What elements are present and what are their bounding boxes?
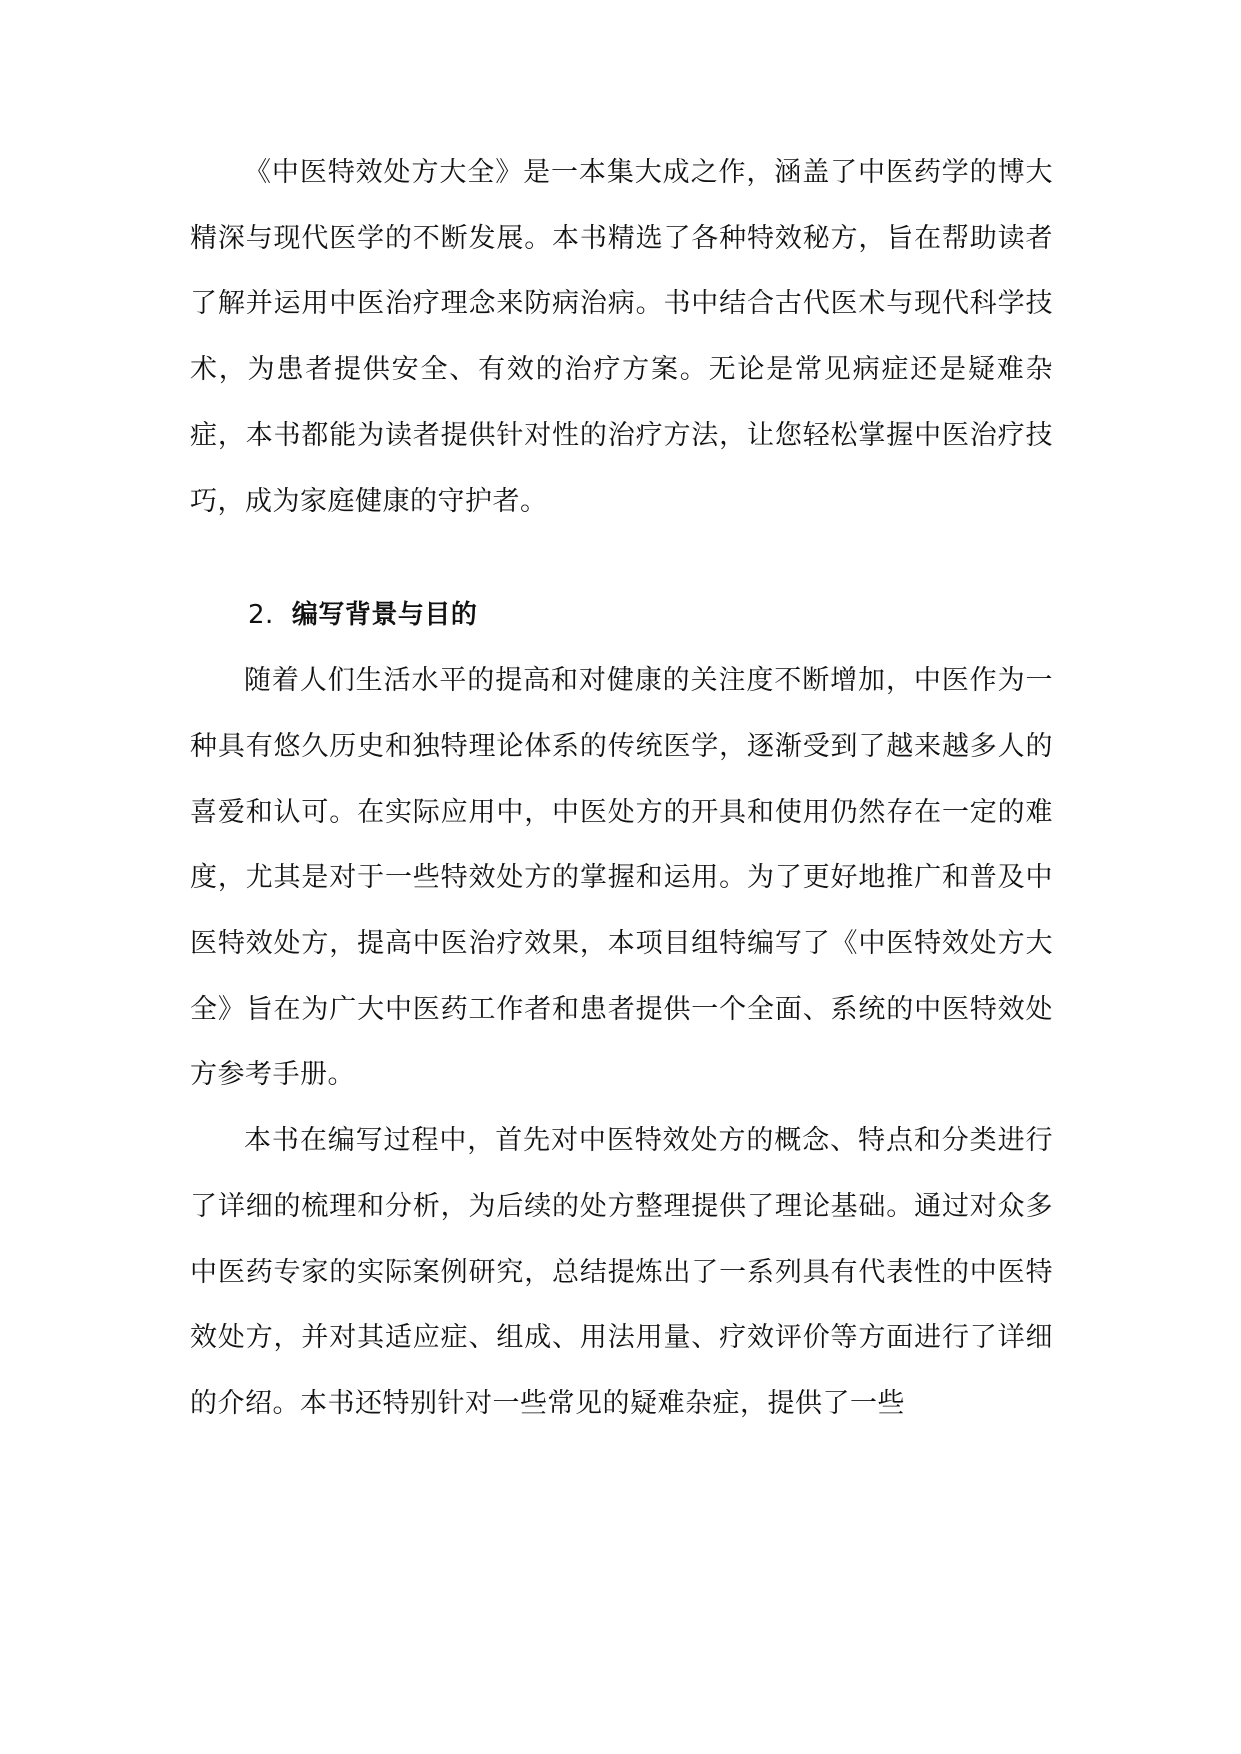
intro-paragraph: 《中医特效处方大全》是一本集大成之作，涵盖了中医药学的博大精深与现代医学的不断发展。本书精选了各种特效秘方，旨在帮助读者了解并运用中医治疗理念来防病治病。书中结合古代医术与现代科学技术，为患者提供安全、有效的治疗方案。无论是常见病症还是疑难杂症，本书都能为读者提供针对性的治疗方法，让您轻松掌握中医治疗技巧，成为家庭健康的守护者。 [190,157,1053,517]
process-paragraph: 本书在编写过程中，首先对中医特效处方的概念、特点和分类进行了详细的梳理和分析，为后续的处方整理提供了理论基础。通过对众多中医药专家的实际案例研究，总结提炼出了一系列具有代表性的中医特效处方，并对其适应症、组成、用法用量、疗效评价等方面进行了详细的介绍。本书还特别针对一些常见的疑难杂症，提供了一些 [190,1125,1053,1419]
section-title: 编写背景与目的 [291,600,478,631]
background-paragraph: 随着人们生活水平的提高和对健康的关注度不断增加，中医作为一种具有悠久历史和独特理论体系的传统医学，逐渐受到了越来越多人的喜爱和认可。在实际应用中，中医处方的开具和使用仍然存在一定的难度，尤其是对于一些特效处方的掌握和运用。为了更好地推广和普及中医特效处方，提高中医治疗效果，本项目组特编写了《中医特效处方大全》旨在为广大中医药工作者和患者提供一个全面、系统的中医特效处方参考手册。 [190,665,1053,1091]
section-number: 2. [248,600,274,631]
section-heading [190,582,1053,648]
